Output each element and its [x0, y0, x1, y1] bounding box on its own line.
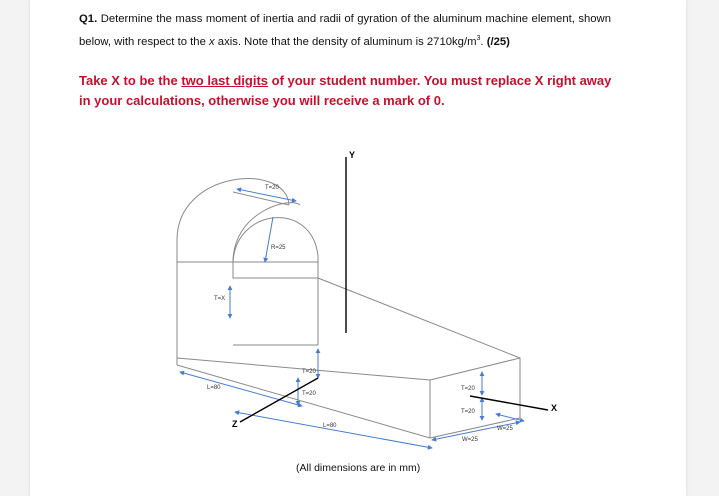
label-t20-b: T=20 [302, 391, 316, 397]
marks: (/25) [486, 35, 510, 48]
arch-outer-back [233, 203, 300, 278]
upright-block [177, 262, 318, 358]
question-body-2: axis. Note that the density of aluminum is 2710kg/m [214, 35, 477, 48]
label-t20-c: T=20 [461, 386, 475, 392]
label-w25-a: W=25 [497, 426, 513, 432]
coordinate-axes [240, 157, 548, 422]
base-top-back [318, 278, 520, 358]
figure-caption: (All dimensions are in mm) [296, 462, 421, 474]
warning-underlined: two last digits [181, 73, 269, 88]
dim-r25 [265, 217, 273, 262]
label-t20-a: T=20 [302, 369, 316, 375]
z-axis [240, 378, 318, 422]
base-right-top [430, 358, 520, 418]
warning-after: of your student number. You must replace X right away in your calculations, otherwise you will receive a mark of 0. [79, 73, 612, 108]
axis-label-x: X [551, 403, 558, 413]
label-w25-b: W=25 [462, 437, 478, 443]
dim-l80-left [180, 372, 302, 406]
question-body-3: . [480, 35, 487, 48]
base-inner-floor [233, 278, 318, 345]
x-axis-variable: x [209, 35, 215, 48]
label-t20-d: T=20 [461, 409, 475, 415]
superscript-3: 3 [476, 35, 481, 42]
axis-label-y: Y [349, 150, 356, 160]
question-number: Q1. [79, 13, 98, 25]
warning-before: Take X to be the [79, 73, 182, 88]
label-tx: T=X [214, 296, 226, 302]
part-outline [177, 179, 520, 438]
label-t20-top: T=20 [265, 185, 279, 191]
axis-label-z: Z [232, 419, 238, 429]
label-l80-left: L=80 [207, 385, 221, 391]
question-body-1: Determine the mass moment of inertia and radii of gyration of the aluminum machine element, shown below, with respect to the [79, 13, 611, 48]
label-l80-bottom: L=80 [323, 423, 337, 429]
label-r25: R=25 [271, 245, 286, 251]
